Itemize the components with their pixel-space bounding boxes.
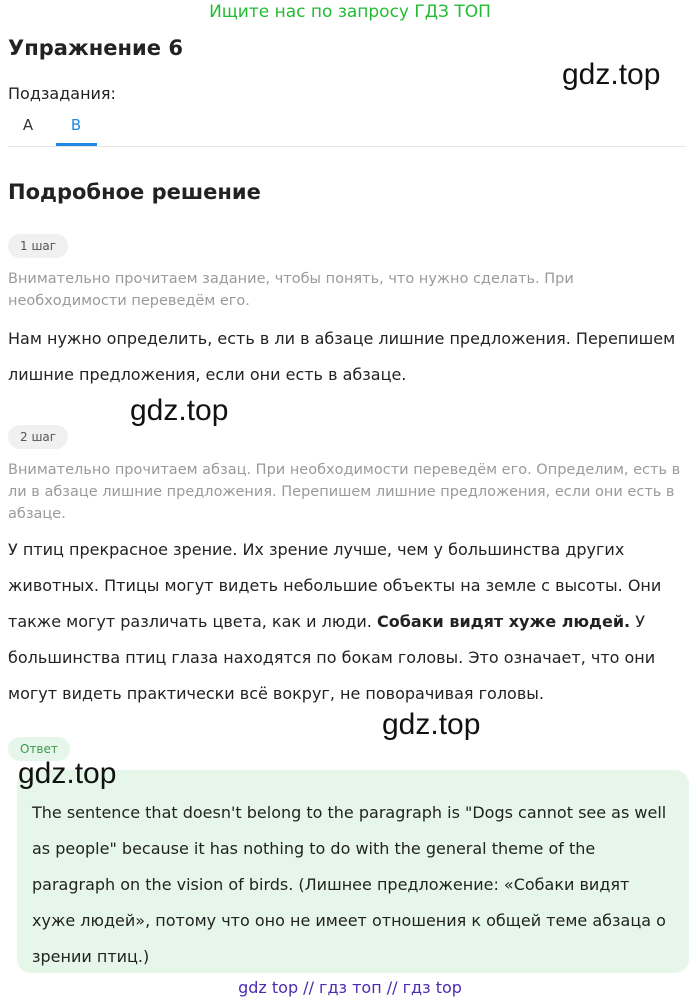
step-1-badge: 1 шаг [8,234,68,258]
solution-title: Подробное решение [8,180,261,204]
watermark: gdz.top [130,394,229,427]
step-2-badge: 2 шаг [8,425,68,449]
top-banner[interactable]: Ищите нас по запросу ГДЗ ТОП [209,2,491,22]
watermark: gdz.top [382,708,481,741]
watermark: gdz.top [562,58,661,91]
step-2-text [8,532,688,712]
tab-a[interactable]: A [22,116,34,134]
step-2-text-bold: Собаки видят хуже людей. [376,612,631,631]
answer-badge: Ответ [8,737,70,761]
footer-links[interactable]: gdz top // гдз топ // гдз top [238,978,462,997]
divider [8,146,686,147]
step-2-hint: Внимательно прочитаем абзац. При необходимости переведём его. Определим, есть в ли в абзаце лишние предложения. Перепишем лишние предложения, если они есть в абзаце. [8,462,681,522]
step-2-text-before: У птиц прекрасное зрение. Их зрение лучше, чем у большинства других животных. Птицы могут видеть небольшие объекты на земле с высоты. Они также могут различать цвета, как и люди. [8,540,662,631]
tab-b[interactable]: B [70,116,82,134]
exercise-title: Упражнение 6 [8,36,183,60]
step-1-text: Нам нужно определить, есть в ли в абзаце лишние предложения. Перепишем лишние предложения, если они есть в абзаце. [8,329,676,384]
step-1-hint: Внимательно прочитаем задание, чтобы понять, что нужно сделать. При необходимости переведём его. [8,271,574,309]
subtasks-label: Подзадания: [8,84,116,103]
answer-text: The sentence that doesn't belong to the paragraph is "Dogs cannot see as well as people" because it has nothing to do with the general theme of the paragraph on the vision of birds. (Лишнее предложение: «Собаки видят хуже людей», потому что оно не имеет отношения к общей теме абзаца о зрении птиц.) [32,803,667,966]
step-2-text-after: У большинства птиц глаза находятся по бокам головы. Это означает, что они могут видеть практически всё вокруг, не поворачивая головы. [8,612,656,703]
watermark: gdz.top [18,757,117,790]
